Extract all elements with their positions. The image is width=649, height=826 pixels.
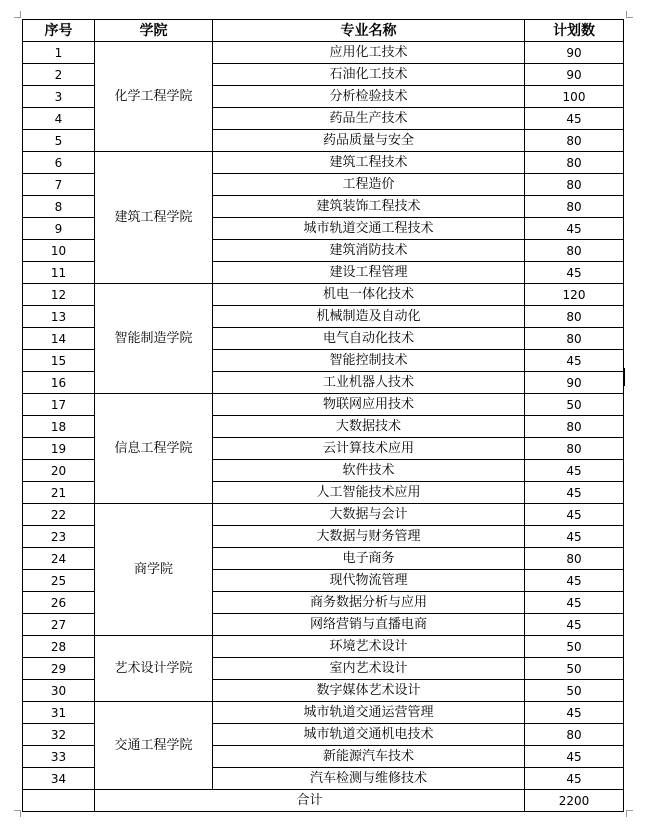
college-name: 化学工程学院 bbox=[95, 42, 213, 152]
plan-count: 80 bbox=[525, 174, 624, 196]
row-index: 10 bbox=[23, 240, 95, 262]
major-name: 智能控制技术 bbox=[213, 350, 525, 372]
plan-count: 45 bbox=[525, 262, 624, 284]
row-index: 34 bbox=[23, 768, 95, 790]
row-index: 29 bbox=[23, 658, 95, 680]
row-index: 32 bbox=[23, 724, 95, 746]
major-name: 石油化工技术 bbox=[213, 64, 525, 86]
header-index: 序号 bbox=[23, 20, 95, 42]
plan-count: 80 bbox=[525, 306, 624, 328]
major-name: 工业机器人技术 bbox=[213, 372, 525, 394]
major-name: 云计算技术应用 bbox=[213, 438, 525, 460]
major-name: 人工智能技术应用 bbox=[213, 482, 525, 504]
margin-corner-mark bbox=[14, 11, 21, 18]
major-name: 新能源汽车技术 bbox=[213, 746, 525, 768]
row-index: 19 bbox=[23, 438, 95, 460]
header-plan: 计划数 bbox=[525, 20, 624, 42]
margin-corner-mark bbox=[626, 810, 633, 817]
college-name: 建筑工程学院 bbox=[95, 152, 213, 284]
row-index: 13 bbox=[23, 306, 95, 328]
row-index: 31 bbox=[23, 702, 95, 724]
row-index: 16 bbox=[23, 372, 95, 394]
plan-count: 80 bbox=[525, 548, 624, 570]
table-row bbox=[23, 702, 624, 724]
plan-count: 80 bbox=[525, 438, 624, 460]
college-name: 艺术设计学院 bbox=[95, 636, 213, 702]
total-label: 合计 bbox=[95, 790, 525, 812]
plan-count: 45 bbox=[525, 526, 624, 548]
plan-count: 90 bbox=[525, 372, 624, 394]
major-name: 机电一体化技术 bbox=[213, 284, 525, 306]
major-name: 电气自动化技术 bbox=[213, 328, 525, 350]
college-name: 智能制造学院 bbox=[95, 284, 213, 394]
margin-corner-mark bbox=[14, 810, 21, 817]
major-name: 物联网应用技术 bbox=[213, 394, 525, 416]
major-name: 建筑装饰工程技术 bbox=[213, 196, 525, 218]
major-name: 网络营销与直播电商 bbox=[213, 614, 525, 636]
table-body bbox=[23, 42, 624, 790]
plan-count: 80 bbox=[525, 416, 624, 438]
plan-count: 45 bbox=[525, 570, 624, 592]
total-index-cell bbox=[23, 790, 95, 812]
table-row bbox=[23, 284, 624, 306]
table-row bbox=[23, 504, 624, 526]
plan-count: 45 bbox=[525, 746, 624, 768]
major-name: 城市轨道交通工程技术 bbox=[213, 218, 525, 240]
row-index: 3 bbox=[23, 86, 95, 108]
header-major: 专业名称 bbox=[213, 20, 525, 42]
major-name: 商务数据分析与应用 bbox=[213, 592, 525, 614]
major-name: 室内艺术设计 bbox=[213, 658, 525, 680]
plan-count: 50 bbox=[525, 658, 624, 680]
major-name: 环境艺术设计 bbox=[213, 636, 525, 658]
major-name: 应用化工技术 bbox=[213, 42, 525, 64]
row-index: 1 bbox=[23, 42, 95, 64]
table-row bbox=[23, 152, 624, 174]
plan-count: 45 bbox=[525, 768, 624, 790]
plan-count: 80 bbox=[525, 130, 624, 152]
row-index: 23 bbox=[23, 526, 95, 548]
row-index: 28 bbox=[23, 636, 95, 658]
major-name: 工程造价 bbox=[213, 174, 525, 196]
table-row bbox=[23, 42, 624, 64]
row-index: 27 bbox=[23, 614, 95, 636]
plan-count: 50 bbox=[525, 680, 624, 702]
plan-count: 80 bbox=[525, 240, 624, 262]
total-value: 2200 bbox=[525, 790, 624, 812]
margin-corner-mark bbox=[626, 11, 633, 18]
row-index: 7 bbox=[23, 174, 95, 196]
table-row bbox=[23, 636, 624, 658]
plan-count: 80 bbox=[525, 196, 624, 218]
plan-count: 80 bbox=[525, 724, 624, 746]
enrollment-plan-table bbox=[22, 19, 624, 812]
major-name: 药品生产技术 bbox=[213, 108, 525, 130]
major-name: 大数据与会计 bbox=[213, 504, 525, 526]
major-name: 汽车检测与维修技术 bbox=[213, 768, 525, 790]
table-header-row bbox=[23, 20, 624, 42]
row-index: 2 bbox=[23, 64, 95, 86]
major-name: 机械制造及自动化 bbox=[213, 306, 525, 328]
plan-count: 45 bbox=[525, 460, 624, 482]
major-name: 建设工程管理 bbox=[213, 262, 525, 284]
plan-count: 50 bbox=[525, 636, 624, 658]
major-name: 大数据技术 bbox=[213, 416, 525, 438]
plan-count: 45 bbox=[525, 482, 624, 504]
row-index: 11 bbox=[23, 262, 95, 284]
row-index: 8 bbox=[23, 196, 95, 218]
major-name: 建筑工程技术 bbox=[213, 152, 525, 174]
major-name: 药品质量与安全 bbox=[213, 130, 525, 152]
row-index: 20 bbox=[23, 460, 95, 482]
row-index: 33 bbox=[23, 746, 95, 768]
total-row bbox=[23, 790, 624, 812]
row-index: 24 bbox=[23, 548, 95, 570]
plan-count: 90 bbox=[525, 64, 624, 86]
row-index: 22 bbox=[23, 504, 95, 526]
text-cursor bbox=[623, 368, 625, 386]
plan-count: 120 bbox=[525, 284, 624, 306]
plan-count: 45 bbox=[525, 592, 624, 614]
row-index: 17 bbox=[23, 394, 95, 416]
college-name: 商学院 bbox=[95, 504, 213, 636]
college-name: 信息工程学院 bbox=[95, 394, 213, 504]
row-index: 25 bbox=[23, 570, 95, 592]
major-name: 数字媒体艺术设计 bbox=[213, 680, 525, 702]
plan-count: 45 bbox=[525, 108, 624, 130]
row-index: 15 bbox=[23, 350, 95, 372]
major-name: 城市轨道交通机电技术 bbox=[213, 724, 525, 746]
major-name: 大数据与财务管理 bbox=[213, 526, 525, 548]
plan-count: 100 bbox=[525, 86, 624, 108]
major-name: 城市轨道交通运营管理 bbox=[213, 702, 525, 724]
plan-count: 90 bbox=[525, 42, 624, 64]
row-index: 12 bbox=[23, 284, 95, 306]
plan-count: 45 bbox=[525, 350, 624, 372]
plan-count: 45 bbox=[525, 702, 624, 724]
major-name: 电子商务 bbox=[213, 548, 525, 570]
row-index: 30 bbox=[23, 680, 95, 702]
major-name: 现代物流管理 bbox=[213, 570, 525, 592]
row-index: 14 bbox=[23, 328, 95, 350]
row-index: 9 bbox=[23, 218, 95, 240]
plan-count: 50 bbox=[525, 394, 624, 416]
header-college: 学院 bbox=[95, 20, 213, 42]
row-index: 26 bbox=[23, 592, 95, 614]
row-index: 5 bbox=[23, 130, 95, 152]
table-row bbox=[23, 394, 624, 416]
row-index: 4 bbox=[23, 108, 95, 130]
college-name: 交通工程学院 bbox=[95, 702, 213, 790]
row-index: 18 bbox=[23, 416, 95, 438]
plan-count: 80 bbox=[525, 328, 624, 350]
major-name: 建筑消防技术 bbox=[213, 240, 525, 262]
major-name: 分析检验技术 bbox=[213, 86, 525, 108]
plan-count: 45 bbox=[525, 218, 624, 240]
plan-count: 45 bbox=[525, 614, 624, 636]
plan-count: 80 bbox=[525, 152, 624, 174]
row-index: 21 bbox=[23, 482, 95, 504]
row-index: 6 bbox=[23, 152, 95, 174]
major-name: 软件技术 bbox=[213, 460, 525, 482]
plan-count: 45 bbox=[525, 504, 624, 526]
